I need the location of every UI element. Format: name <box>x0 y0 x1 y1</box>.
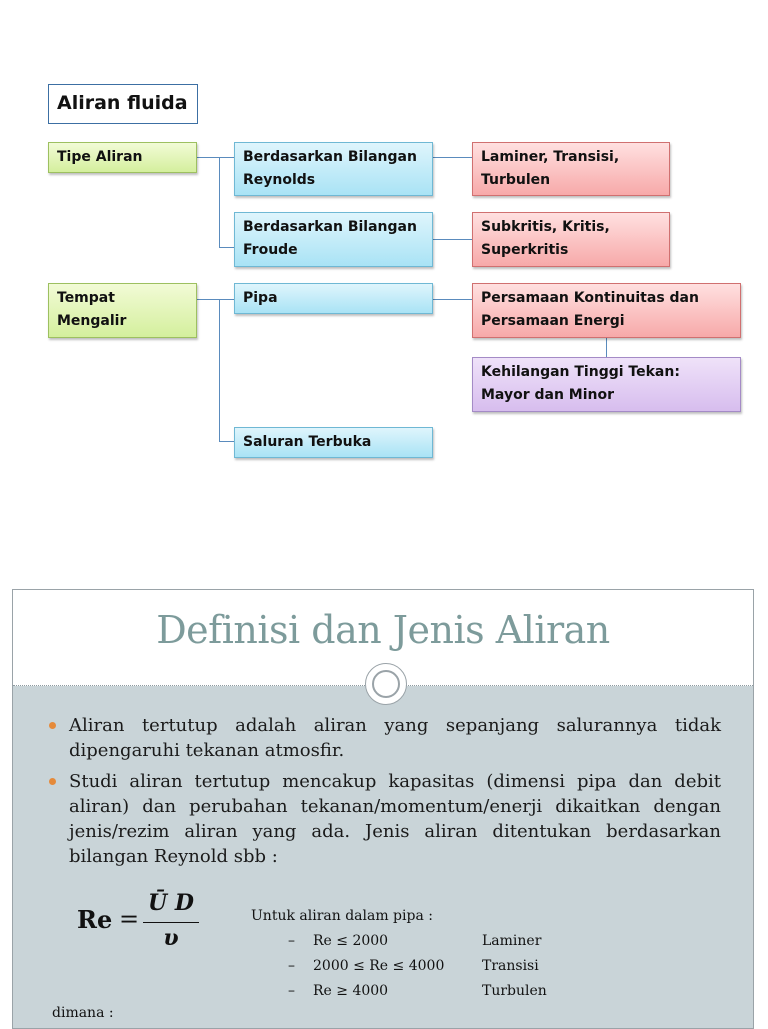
condition-label: Transisi <box>482 958 539 974</box>
node-persamaan: Persamaan Kontinuitas dan Persamaan Energi <box>472 283 741 338</box>
connector-line <box>219 299 220 441</box>
condition-dash: – <box>288 983 295 999</box>
connector-line <box>433 239 472 240</box>
fraction-bar <box>143 922 199 923</box>
condition-label: Laminer <box>482 933 542 949</box>
node-laminer: Laminer, Transisi, Turbulen <box>472 142 670 196</box>
formula-lhs: Re <box>77 905 113 934</box>
connector-line <box>219 157 220 247</box>
condition-label: Turbulen <box>482 983 547 999</box>
dimana-label: dimana : <box>52 1005 114 1021</box>
bullet-list <box>49 713 721 875</box>
list-item: Studi aliran tertutup mencakup kapasitas (dimensi pipa dan debit aliran) dan perubahan tekanan/momentum/enerji dikaitkan dengan jenis/rezim aliran yang ada. Jenis aliran ditentukan berdasarkan bilangan Reynold sbb : <box>49 769 721 869</box>
node-kehilangan: Kehilangan Tinggi Tekan: Mayor dan Minor <box>472 357 741 412</box>
list-item: Aliran tertutup adalah aliran yang sepanjang salurannya tidak dipengaruhi tekanan atmosfir. <box>49 713 721 763</box>
reynolds-formula <box>77 890 207 960</box>
node-froude: Berdasarkan Bilangan Froude <box>234 212 433 267</box>
connector-line <box>433 157 472 158</box>
node-subkritis: Subkritis, Kritis, Superkritis <box>472 212 670 267</box>
node-pipa: Pipa <box>234 283 433 314</box>
connector-line <box>197 299 234 300</box>
formula-numerator: Ū D <box>148 890 194 916</box>
diagram-title: Aliran fluida <box>48 84 198 124</box>
node-tempat-mengalir: Tempat Mengalir <box>48 283 197 338</box>
condition-dash: – <box>288 958 295 974</box>
bullet-dot-icon <box>49 778 56 785</box>
formula-denominator: υ <box>163 925 179 951</box>
connector-line <box>219 247 234 248</box>
node-tipe-aliran: Tipe Aliran <box>48 142 197 173</box>
condition-range: 2000 ≤ Re ≤ 4000 <box>313 958 445 974</box>
circle-ornament-icon <box>365 663 407 705</box>
slide-title: Definisi dan Jenis Aliran <box>156 608 610 652</box>
bullet-dot-icon <box>49 722 56 729</box>
connector-line <box>197 157 234 158</box>
node-saluran-terbuka: Saluran Terbuka <box>234 427 433 458</box>
condition-dash: – <box>288 933 295 949</box>
condition-range: Re ≥ 4000 <box>313 983 389 999</box>
connector-line <box>219 441 234 442</box>
formula-equals: = <box>119 905 140 933</box>
condition-range: Re ≤ 2000 <box>313 933 389 949</box>
slide <box>12 589 754 1029</box>
node-reynolds: Berdasarkan Bilangan Reynolds <box>234 142 433 196</box>
connector-line <box>606 337 607 358</box>
conditions-heading: Untuk aliran dalam pipa : <box>251 908 433 924</box>
connector-line <box>433 299 472 300</box>
